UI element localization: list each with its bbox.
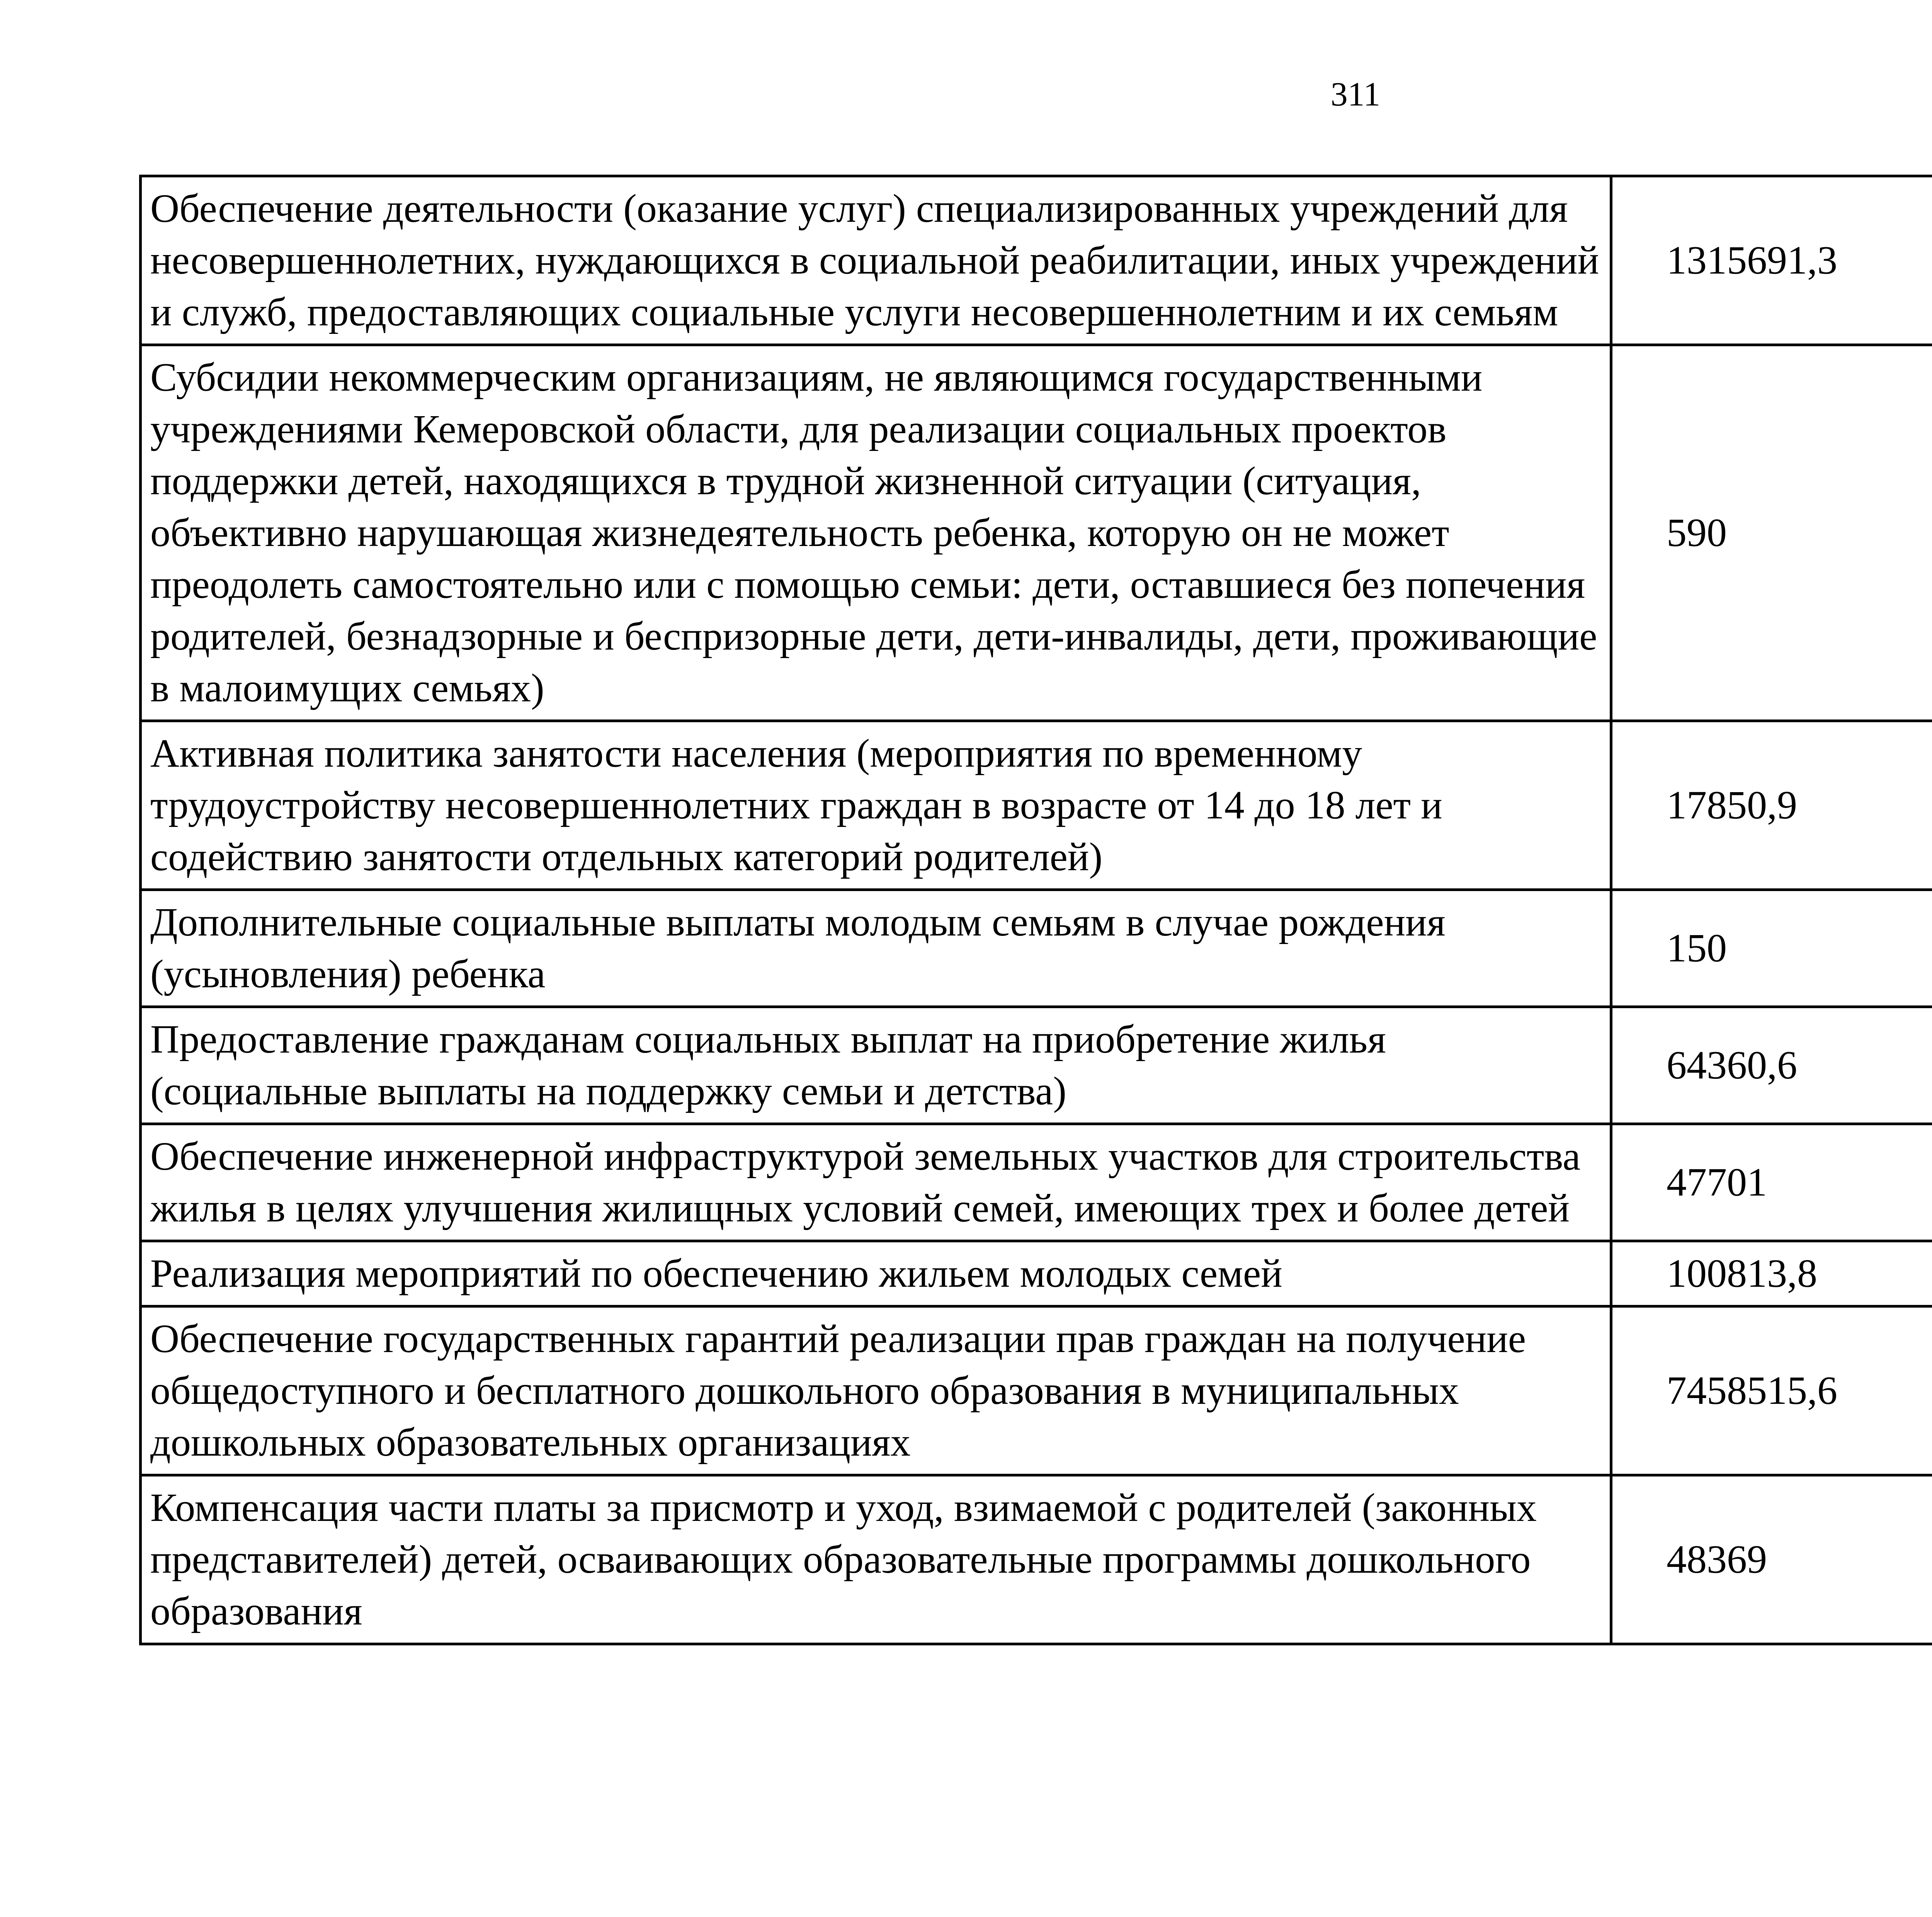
table-row [141,345,1932,721]
value-cell-1: 48369 [1611,1475,1932,1644]
value-cell-1: 590 [1611,345,1932,721]
row-description: Активная политика занятости населения (мероприятия по временному трудоустройству несовершеннолетних граждан в возрасте от 14 до 18 лет и содействию занятости отдельных категорий родителей) [141,721,1611,890]
table-row [141,1007,1932,1124]
value-cell-1: 1315691,3 [1611,176,1932,345]
row-description: Обеспечение деятельности (оказание услуг) специализированных учреждений для несовершеннолетних, нуждающихся в социальной реабилитации, иных учреждений и служб, предоставляющих социальные услуги несовершеннолетним и их семьям [141,176,1611,345]
table-row [141,1124,1932,1241]
row-description: Обеспечение государственных гарантий реализации прав граждан на получение общедоступного и бесплатного дошкольного образования в муниципальных дошкольных образовательных организациях [141,1306,1611,1475]
row-description: Обеспечение инженерной инфраструктурой земельных участков для строительства жилья в целях улучшения жилищных условий семей, имеющих трех и более детей [141,1124,1611,1241]
row-description: Компенсация части платы за присмотр и уход, взимаемой с родителей (законных представителей) детей, осваивающих образовательные программы дошкольного образования [141,1475,1611,1644]
value-cell-1: 7458515,6 [1611,1306,1932,1475]
value-cell-1: 100813,8 [1611,1241,1932,1306]
table-row [141,1241,1932,1306]
table-row [141,890,1932,1007]
value-cell-1: 64360,6 [1611,1007,1932,1124]
budget-table [139,175,1932,1645]
row-description: Дополнительные социальные выплаты молодым семьям в случае рождения (усыновления) ребенка [141,890,1611,1007]
row-description: Предоставление гражданам социальных выплат на приобретение жилья (социальные выплаты на поддержку семьи и детства) [141,1007,1611,1124]
value-cell-1: 47701 [1611,1124,1932,1241]
table-row [141,1475,1932,1644]
page-number: 311 [1330,76,1381,113]
value-cell-1: 17850,9 [1611,721,1932,890]
table-row [141,176,1932,345]
row-description: Реализация мероприятий по обеспечению жильем молодых семей [141,1241,1611,1306]
table-row [141,1306,1932,1475]
row-description: Субсидии некоммерческим организациям, не являющимся государственными учреждениями Кемеровской области, для реализации социальных проектов поддержки детей, находящихся в трудной жизненной ситуации (ситуация, объективно нарушающая жизнедеятельность ребенка, которую он не может преодолеть самостоятельно или с помощью семьи: дети, оставшиеся без попечения родителей, безнадзорные и беспризорные дети, дети-инвалиды, дети, проживающие в малоимущих семьях) [141,345,1611,721]
value-cell-1: 150 [1611,890,1932,1007]
table-row [141,721,1932,890]
